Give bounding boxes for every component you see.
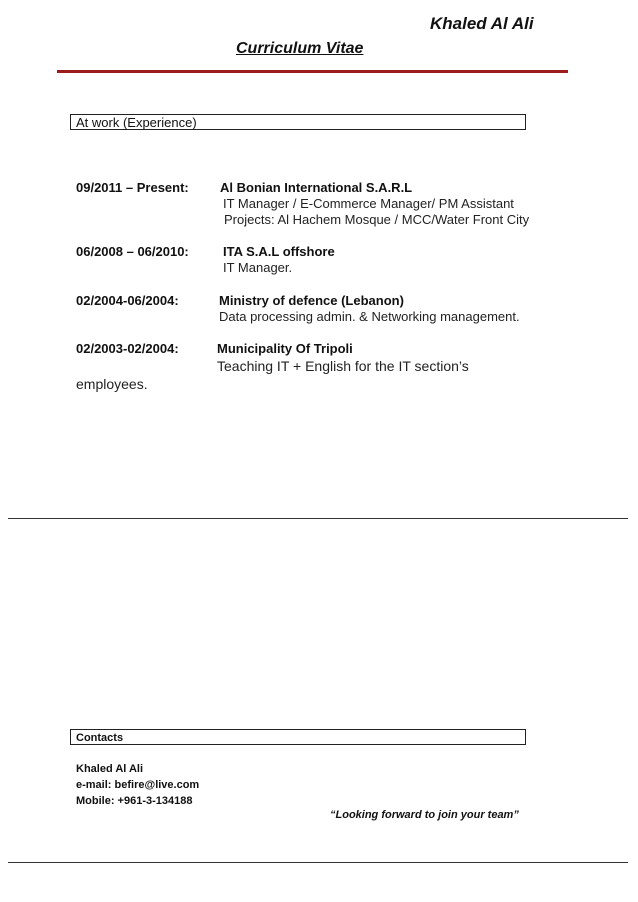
candidate-name: Khaled Al Ali — [430, 14, 534, 33]
experience-company: ITA S.A.L offshore — [223, 244, 335, 259]
experience-company: Al Bonian International S.A.R.L — [220, 180, 413, 195]
header-divider — [57, 70, 568, 73]
experience-date: 06/2008 – 06/2010: — [76, 244, 189, 259]
experience-detail: IT Manager. — [223, 260, 293, 275]
experience-company: Municipality Of Tripoli — [217, 341, 353, 356]
experience-date: 02/2003-02/2004: — [76, 341, 179, 356]
experience-detail: IT Manager / E-Commerce Manager/ PM Assistant — [223, 196, 514, 211]
contact-email: e-mail: befire@live.com — [76, 779, 200, 791]
page-divider — [8, 518, 628, 519]
closing-quote: “Looking forward to join your team” — [330, 809, 519, 821]
footer-divider — [8, 862, 628, 863]
contact-name: Khaled Al Ali — [76, 763, 144, 775]
experience-company: Ministry of defence (Lebanon) — [219, 293, 404, 308]
experience-heading: At work (Experience) — [70, 114, 526, 130]
experience-detail: Teaching IT + English for the IT section’s — [217, 358, 469, 374]
contact-mobile: Mobile: +961-3-134188 — [76, 795, 193, 807]
experience-date: 09/2011 – Present: — [76, 180, 189, 195]
document-title: Curriculum Vitae — [236, 40, 364, 57]
contacts-heading: Contacts — [70, 729, 526, 745]
experience-detail: Data processing admin. & Networking management. — [219, 309, 520, 324]
experience-detail: Projects: Al Hachem Mosque / MCC/Water Front City — [224, 212, 530, 227]
experience-date: 02/2004-06/2004: — [76, 293, 179, 308]
experience-detail: employees. — [76, 376, 148, 392]
